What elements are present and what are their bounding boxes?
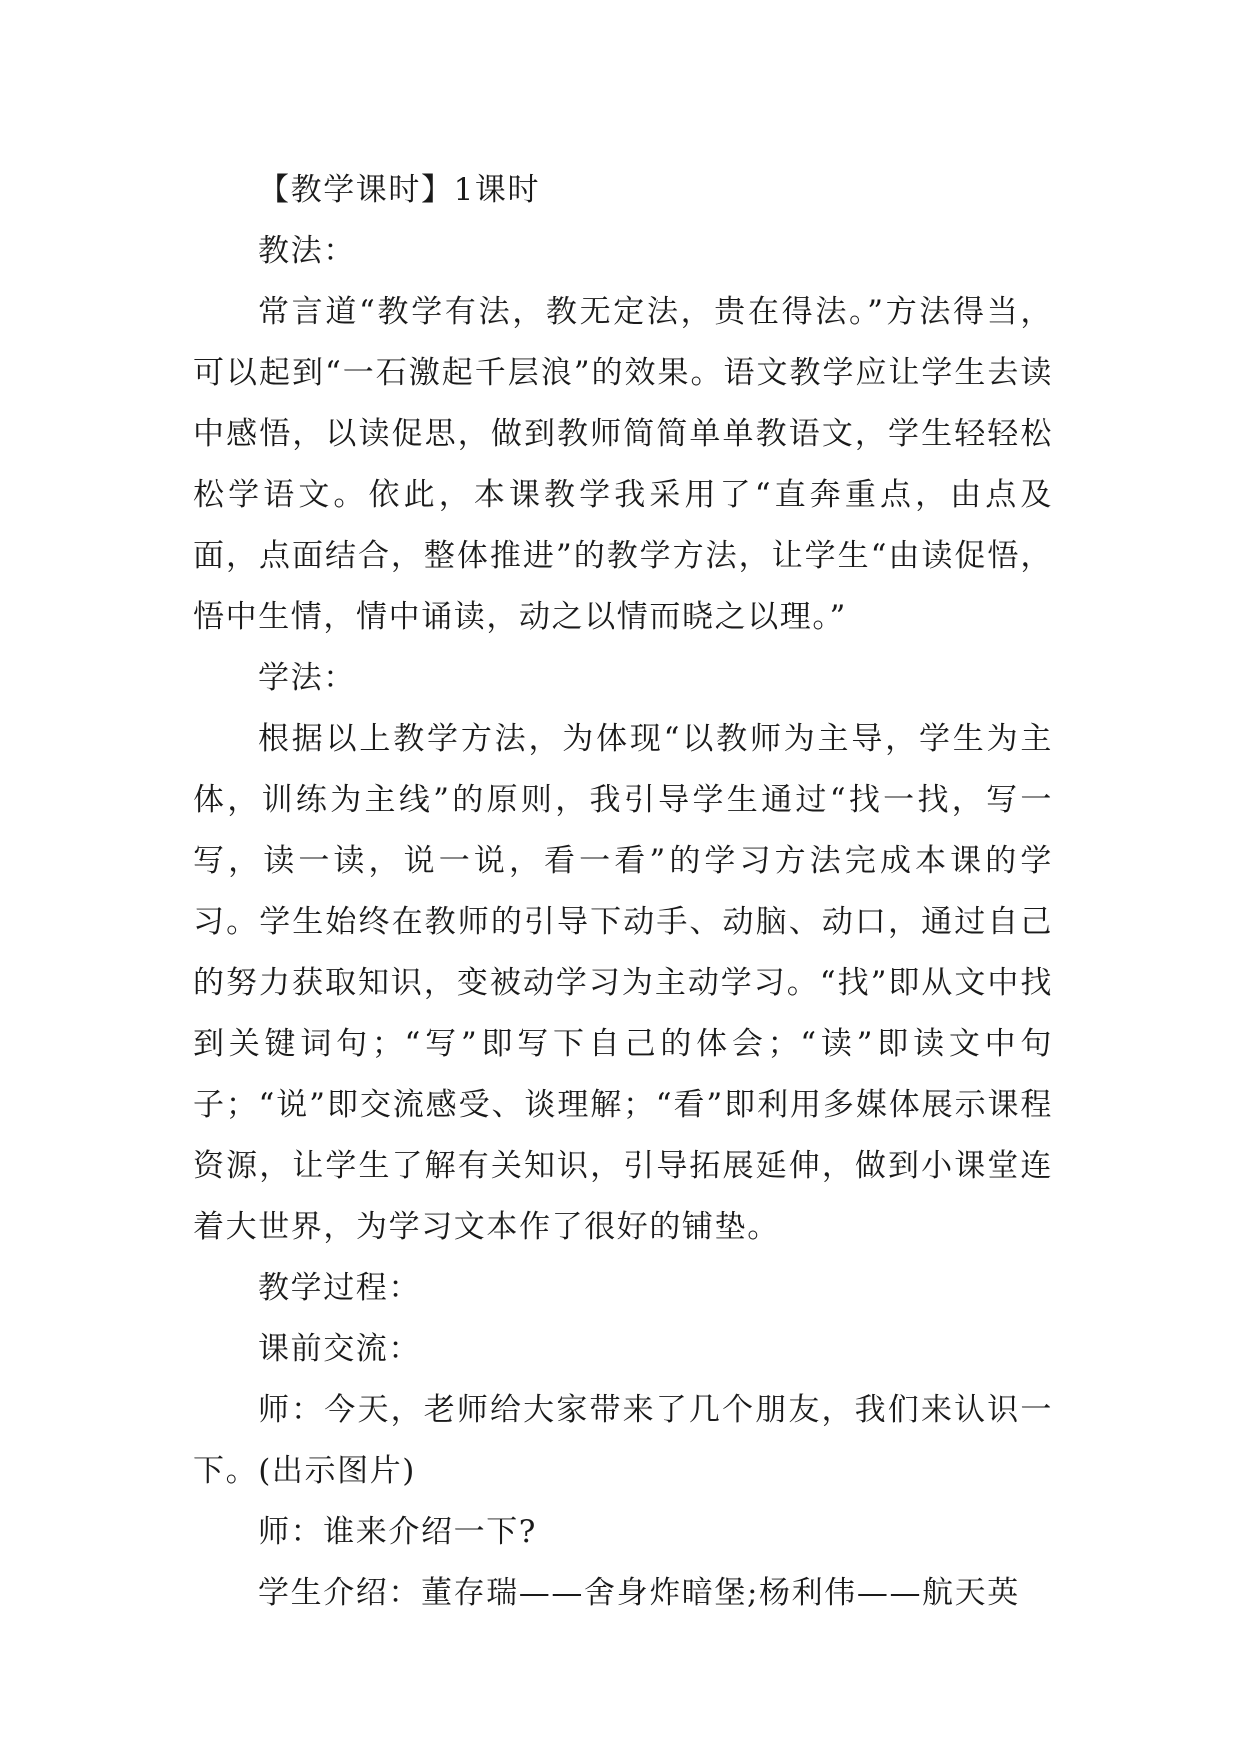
heading-learning-method: 学法：	[258, 660, 356, 696]
document-page	[193, 160, 1053, 1624]
heading-pre-class-exchange: 课前交流：	[258, 1331, 421, 1367]
paragraph-learning-method: 根据以上教学方法，为体现“以教师为主导，学生为主体，训练为主线”的原则，我引导学生通过“找一找，写一写，读一读，说一说，看一看”的学习方法完成本课的学习。学生始终在教师的引导下动手、动脑、动口，通过自己的努力获取知识，变被动学习为主动学习。“找”即从文中找到关键词句；“写”即写下自己的体会；“读”即读文中句子；“说”即交流感受、谈理解；“看”即利用多媒体展示课程资源，让学生了解有关知识，引导拓展延伸，做到小课堂连着大世界，为学习文本作了很好的铺垫。	[193, 721, 1053, 1245]
heading-teaching-process: 教学过程：	[258, 1270, 421, 1306]
paragraph-teacher-question: 师：谁来介绍一下?	[258, 1514, 538, 1550]
paragraph-lesson-hours: 【教学课时】1课时	[258, 172, 541, 208]
paragraph-teacher-intro: 师：今天，老师给大家带来了几个朋友，我们来认识一下。(出示图片)	[193, 1392, 1053, 1489]
paragraph-teaching-method: 常言道“教学有法，教无定法，贵在得法。”方法得当，可以起到“一石激起千层浪”的效果。语文教学应让学生去读中感悟，以读促思，做到教师简简单单教语文，学生轻轻松松学语文。依此，本课教学我采用了“直奔重点，由点及面，点面结合，整体推进”的教学方法，让学生“由读促悟，悟中生情，情中诵读，动之以情而晓之以理。”	[193, 294, 1053, 635]
heading-teaching-method: 教法：	[258, 233, 356, 269]
paragraph-student-intro: 学生介绍：董存瑞——舍身炸暗堡;杨利伟——航天英	[258, 1575, 1020, 1611]
